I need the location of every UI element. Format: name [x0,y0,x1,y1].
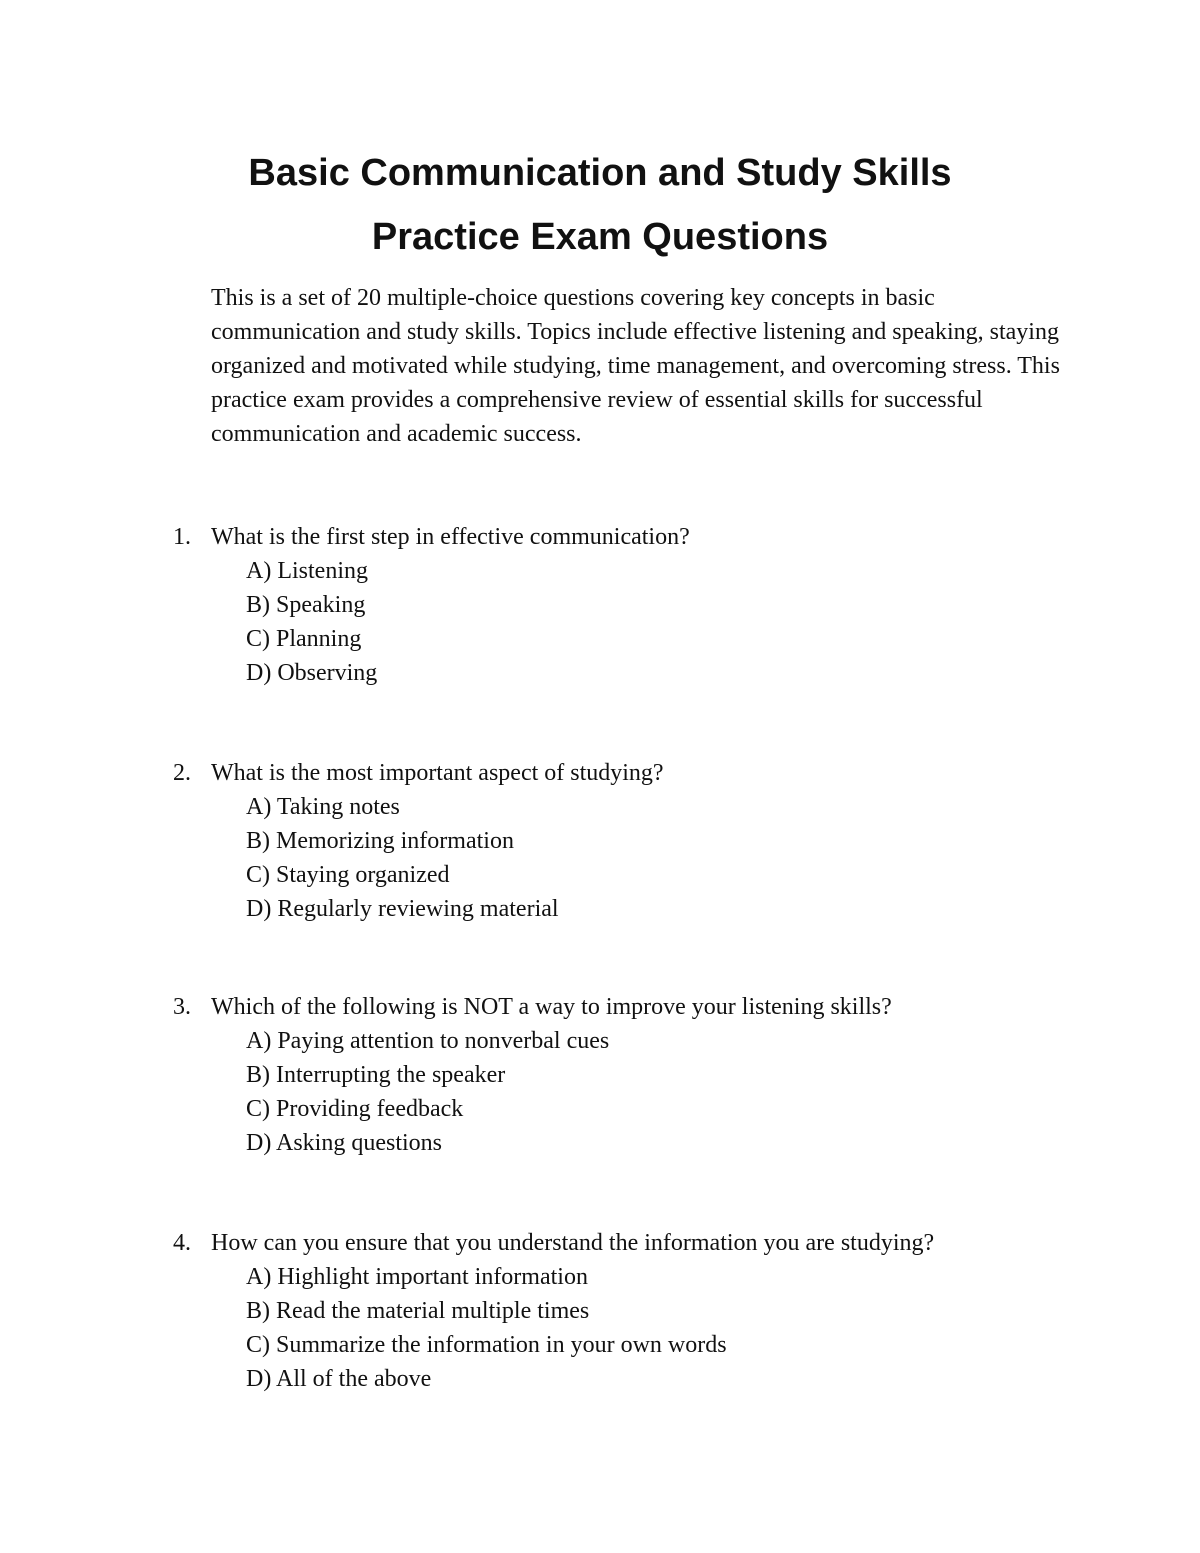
question-number: 1. [173,524,191,550]
option-a: A) Listening [246,558,368,584]
option-a: A) Paying attention to nonverbal cues [246,1028,610,1054]
option-d: D) Observing [246,660,378,686]
option-c: C) Planning [246,626,362,652]
option-a: A) Taking notes [246,794,400,820]
option-b: B) Memorizing information [246,828,514,854]
option-a: A) Highlight important information [246,1264,588,1290]
question-number: 3. [173,994,191,1020]
option-d: D) Regularly reviewing material [246,896,559,922]
answer-options [246,1024,609,1160]
option-c: C) Summarize the information in your own words [246,1332,727,1358]
question-number: 2. [173,760,191,786]
question-text: What is the most important aspect of studying? [211,760,664,786]
option-c: C) Providing feedback [246,1096,464,1122]
option-d: D) All of the above [246,1366,432,1392]
page-title: Basic Communication and Study Skills [248,152,952,194]
option-b: B) Speaking [246,592,366,618]
option-c: C) Staying organized [246,862,450,888]
answer-options [246,790,559,926]
intro-paragraph: This is a set of 20 multiple-choice questions covering key concepts in basic communication and study skills. Topics include effective listening and speaking, staying organized and motivated while studying, time management, and overcoming stress. This practice exam provides a comprehensive review of essential skills for successful communication and academic success. [211,285,1060,447]
option-b: B) Read the material multiple times [246,1298,590,1324]
question-text: How can you ensure that you understand the information you are studying? [211,1230,935,1256]
question-number: 4. [173,1230,191,1256]
option-d: D) Asking questions [246,1130,443,1156]
option-b: B) Interrupting the speaker [246,1062,506,1088]
answer-options [246,554,377,690]
page-subtitle: Practice Exam Questions [371,216,829,258]
answer-options [246,1260,727,1396]
question-text: What is the first step in effective communication? [211,524,690,550]
question-text: Which of the following is NOT a way to improve your listening skills? [211,994,892,1020]
